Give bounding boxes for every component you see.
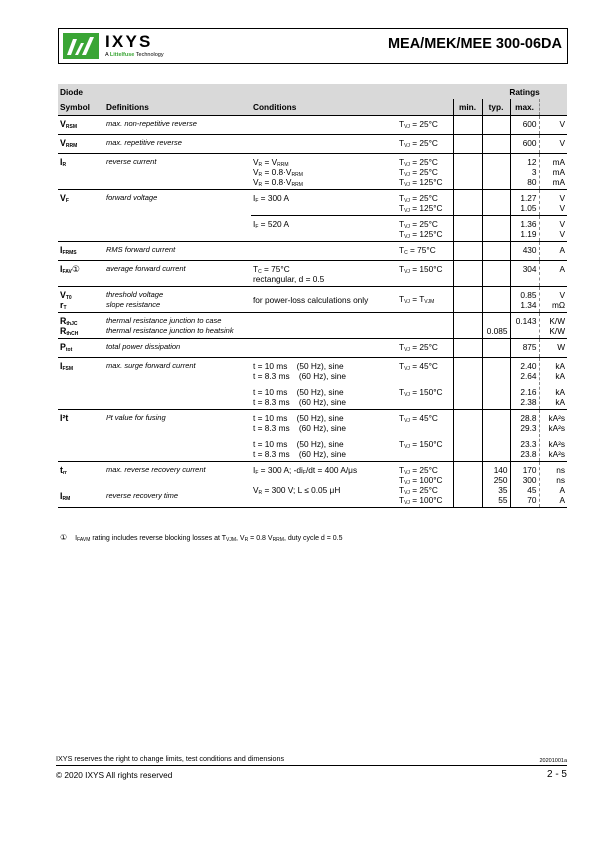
conditions: t = 10 ms (50 Hz), sine t = 8.3 ms (60 Hz), sine t = 10 ms (50 Hz), sine t = 8.3 ms (60 Hz), sine	[251, 410, 397, 462]
table-row-ifrms	[58, 242, 567, 261]
col-unit	[539, 99, 567, 116]
page-number: 2 - 5	[546, 769, 567, 780]
part-number: MEA/MEK/MEE 300-06DA	[387, 36, 562, 52]
col-conditions: Conditions	[251, 99, 453, 116]
table-row-vf-300a	[58, 190, 567, 216]
document-number: 20201001a	[539, 758, 567, 764]
unit: A	[539, 242, 567, 261]
temperature: $T_{VJ} = 25^\circ C$ $T_{VJ} = 125^\circ C$	[397, 190, 453, 216]
copyright: © 2020 IXYS All rights reserved	[56, 770, 173, 780]
max-value: 12 3 80	[510, 154, 539, 190]
diode-ratings-table	[58, 84, 567, 508]
symbol: $I_{FSM}$	[58, 358, 104, 410]
max-value: 600	[510, 116, 539, 135]
table-header-row-1	[58, 84, 567, 99]
temperature: $T_{VJ} = 45^\circ C$ $T_{VJ} = 150^\circ C$	[397, 358, 453, 410]
temperature: $T_{VJ} = 25^\circ C$	[397, 339, 453, 358]
table-row-rth	[58, 313, 567, 339]
symbol: $I_R$	[58, 154, 104, 190]
unit: V V	[539, 190, 567, 216]
unit: W	[539, 339, 567, 358]
temperature: $T_{VJ} = 25^\circ C$ $T_{VJ} = 100^\circ C$ $T_{VJ} = 25^\circ C$ $T_{VJ} = 100^\circ C$	[397, 462, 453, 508]
unit: kA kA kA kA	[539, 358, 567, 410]
max-value: 430	[510, 242, 539, 261]
definition: max. repetitive reverse	[104, 135, 251, 154]
temperature: $T_{VJ} = 45^\circ C$ $T_{VJ} = 150^\circ C$	[397, 410, 453, 462]
symbol: I²t	[58, 410, 104, 462]
col-definitions: Definitions	[104, 99, 251, 116]
conditions: for power-loss calculations only	[251, 287, 397, 313]
temperature: $T_{VJ} = 25^\circ C$ $T_{VJ} = 25^\circ C$ $T_{VJ} = 125^\circ C$	[397, 154, 453, 190]
symbol: $V_{T0}$ $r_T$	[58, 287, 104, 313]
table-row-trr	[58, 462, 567, 508]
brand-name: IXYS	[105, 32, 153, 51]
col-min: min.	[453, 99, 482, 116]
unit: ns ns A A	[539, 462, 567, 508]
unit: mA mA mA	[539, 154, 567, 190]
unit: K/W K/W	[539, 313, 567, 339]
definition: thermal resistance junction to case thermal resistance junction to heatsink	[104, 313, 397, 339]
table-row-ir	[58, 154, 567, 190]
symbol: $V_{RRM}$	[58, 135, 104, 154]
unit: kA²s kA²s kA²s kA²s	[539, 410, 567, 462]
max-value: 170 300 45 70	[510, 462, 539, 508]
unit: A	[539, 261, 567, 287]
max-value: 2.40 2.64 2.16 2.38	[510, 358, 539, 410]
table-row-ifsm	[58, 358, 567, 410]
symbol: $P_{tot}$	[58, 339, 104, 358]
header	[58, 28, 568, 64]
tagline: A Littelfuse Technology	[105, 52, 164, 58]
temperature: $T_{VJ} = 150^\circ C$	[397, 261, 453, 287]
col-max: max.	[510, 99, 539, 116]
conditions: $T_C = 75^\circ C$ rectangular, d = 0.5	[251, 261, 397, 287]
ixys-logo-icon	[63, 33, 99, 59]
max-value: 0.85 1.34	[510, 287, 539, 313]
unit: V	[539, 135, 567, 154]
definition: RMS forward current	[104, 242, 251, 261]
temperature: $T_{VJ} = T_{VJM}$	[397, 287, 453, 313]
symbol: $R_{thJC}$ $R_{thCH}$	[58, 313, 104, 339]
col-typ: typ.	[482, 99, 510, 116]
definition: max. surge forward current	[104, 358, 251, 410]
disclaimer: IXYS reserves the right to change limits, test conditions and dimensions	[56, 754, 285, 763]
typ-value: 0.085	[482, 313, 510, 339]
max-value: 1.27 1.05	[510, 190, 539, 216]
temperature: $T_{VJ} = 25^\circ C$	[397, 135, 453, 154]
definition: max. non-repetitive reverse	[104, 116, 251, 135]
unit: V V	[539, 216, 567, 242]
max-value: 304	[510, 261, 539, 287]
footnote-marker: ①	[71, 264, 80, 274]
table-row-i2t	[58, 410, 567, 462]
max-value: 28.8 29.3 23.3 23.8	[510, 410, 539, 462]
temperature: $T_{VJ} = 25^\circ C$ $T_{VJ} = 125^\circ C$	[397, 216, 453, 242]
definition: average forward current	[104, 261, 251, 287]
definition: max. reverse recovery current reverse recovery time	[104, 462, 251, 508]
footnote-marker: ①	[60, 533, 68, 542]
table-row-ptot	[58, 339, 567, 358]
max-value: 0.143	[510, 313, 539, 339]
definition: forward voltage	[104, 190, 251, 242]
conditions	[251, 116, 397, 135]
temperature: $T_C = 75^\circ C$	[397, 242, 453, 261]
ratings-header: Ratings	[482, 84, 567, 99]
section-title: Diode	[58, 84, 482, 99]
conditions: $I_F = 300$ A; $-di_F/dt = 400$ A/μs $V_R = 300$ V; L ≤ 0.05 μH	[251, 462, 397, 508]
table-row-vrrm	[58, 135, 567, 154]
symbol: $I_{FAV}①$	[58, 261, 104, 287]
symbol: $I_{FRMS}$	[58, 242, 104, 261]
definition: I²t value for fusing	[104, 410, 251, 462]
conditions: $V_R = V_{RRM}$ $V_R = 0.8\cdot V_{RRM}$ $V_R = 0.8\cdot V_{RRM}$	[251, 154, 397, 190]
footnote: ① $I_{FAVM}$ rating includes reverse blocking losses at $T_{VJM}$, $V_R = 0.8$ $V_{RRM}$, duty cycle d = 0.5	[60, 533, 343, 543]
symbol: $t_{rr}$ $I_{RM}$	[58, 462, 104, 508]
table-row-ifav	[58, 261, 567, 287]
max-value: 600	[510, 135, 539, 154]
conditions: t = 10 ms (50 Hz), sine t = 8.3 ms (60 Hz), sine t = 10 ms (50 Hz), sine t = 8.3 ms (60 Hz), sine	[251, 358, 397, 410]
table-header-row-2	[58, 99, 567, 116]
unit: V mΩ	[539, 287, 567, 313]
definition: reverse current	[104, 154, 251, 190]
typ-value: 140 250 35 55	[482, 462, 510, 508]
symbol: $V_F$	[58, 190, 104, 242]
conditions: $I_F = 300$ A	[251, 190, 397, 216]
max-value: 1.36 1.19	[510, 216, 539, 242]
definition: threshold voltage slope resistance	[104, 287, 251, 313]
unit: V	[539, 116, 567, 135]
footer-divider	[56, 765, 567, 766]
max-value: 875	[510, 339, 539, 358]
definition: total power dissipation	[104, 339, 251, 358]
table-row-vt0	[58, 287, 567, 313]
col-symbol: Symbol	[58, 99, 104, 116]
table-row-vrsm	[58, 116, 567, 135]
temperature: $T_{VJ} = 25^\circ C$	[397, 116, 453, 135]
symbol: $V_{RSM}$	[58, 116, 104, 135]
conditions: $I_F = 520$ A	[251, 216, 397, 242]
